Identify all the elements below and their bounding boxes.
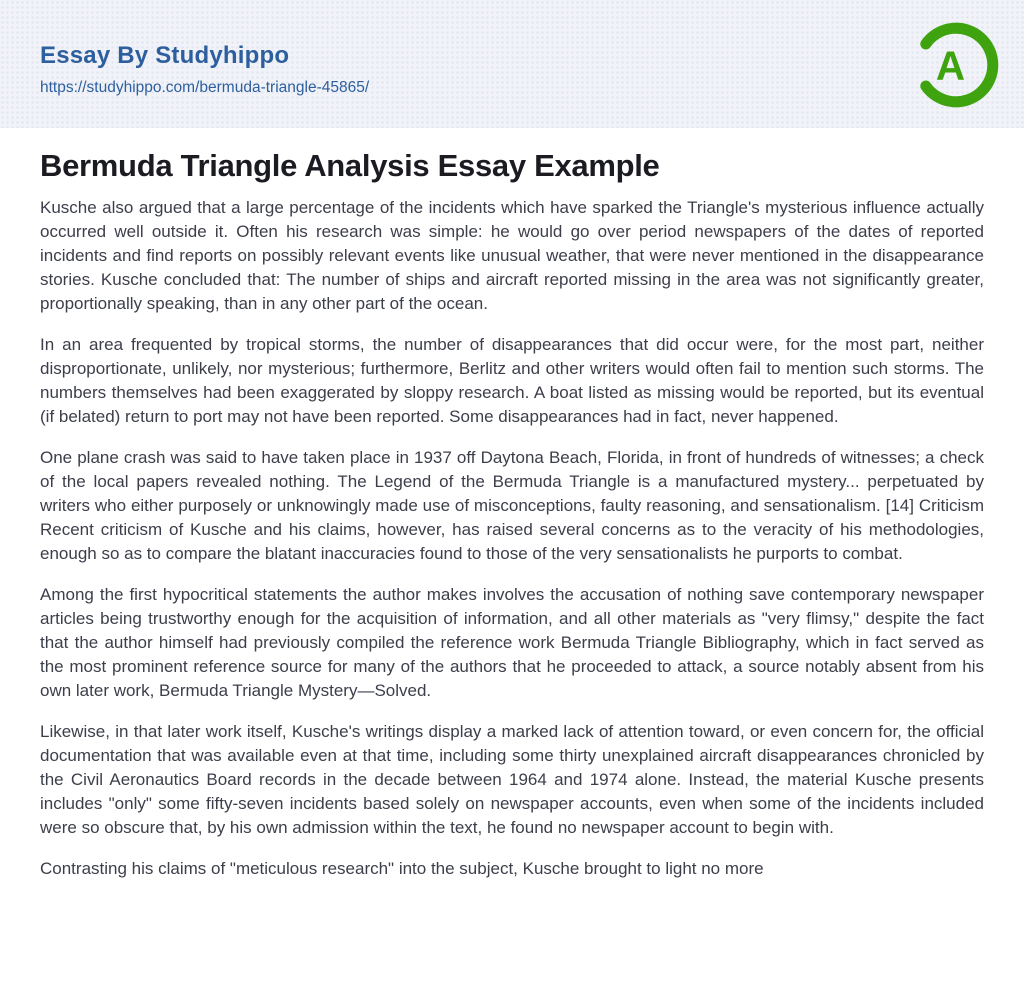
logo-letter: A (935, 42, 966, 89)
essay-content (0, 146, 1024, 881)
essay-paragraph: Likewise, in that later work itself, Kusche's writings display a marked lack of attention toward, or even concern for, the official documentation that was available even at that time, including some thirty unexplained aircraft disappearances chronicled by the Civil Aeronautics Board records in the decade between 1964 and 1974 alone. Instead, the material Kusche presents includes "only" some fifty-seven incidents based solely on newspaper accounts, even when some of the incidents included were so obscure that, by his own admission within the text, he found no newspaper account to begin with. (40, 722, 984, 837)
essay-paragraph: In an area frequented by tropical storms, the number of disappearances that did occur were, for the most part, neither disproportionate, unlikely, nor mysterious; furthermore, Berlitz and other writers would often fail to mention such storms. The numbers themselves had been exaggerated by sloppy research. A boat listed as missing would be reported, but its eventual (if belated) return to port may not have been reported. Some disappearances had in fact, never happened. (40, 335, 984, 426)
page-header (0, 0, 1024, 128)
studyhippo-logo-icon (910, 19, 1002, 111)
essay-paragraph: Contrasting his claims of "meticulous research" into the subject, Kusche brought to light no more (40, 859, 764, 878)
essay-body (40, 196, 984, 881)
site-title: Essay By Studyhippo (40, 42, 290, 69)
essay-paragraph: One plane crash was said to have taken place in 1937 off Daytona Beach, Florida, in front of hundreds of witnesses; a check of the local papers revealed nothing. The Legend of the Bermuda Triangle is a manufactured mystery... perpetuated by writers who either purposely or unknowingly made use of misconceptions, faulty reasoning, and sensationalism. [14] Criticism Recent criticism of Kusche and his claims, however, has raised several concerns as to the veracity of his methodologies, enough so as to compare the blatant inaccuracies found to those of the very sensationalists he purports to combat. (40, 448, 984, 563)
essay-paragraph: Kusche also argued that a large percentage of the incidents which have sparked the Triangle's mysterious influence actually occurred well outside it. Often his research was simple: he would go over period newspapers of the dates of reported incidents and find reports on possibly relevant events like unusual weather, that were never mentioned in the disappearance stories. Kusche concluded that: The number of ships and aircraft reported missing in the area was not significantly greater, proportionally speaking, than in any other part of the ocean. (40, 198, 984, 313)
source-url-link[interactable]: https://studyhippo.com/bermuda-triangle-45865/ (40, 79, 370, 96)
essay-paragraph: Among the first hypocritical statements the author makes involves the accusation of nothing save contemporary newspaper articles being trustworthy enough for the acquisition of information, and all other materials as "very flimsy," despite the fact that the author himself had previously compiled the reference work Bermuda Triangle Bibliography, which in fact served as the most prominent reference source for many of the authors that he proceeded to attack, a source notably absent from his own later work, Bermuda Triangle Mystery—Solved. (40, 585, 984, 700)
page-title: Bermuda Triangle Analysis Essay Example (40, 148, 660, 183)
